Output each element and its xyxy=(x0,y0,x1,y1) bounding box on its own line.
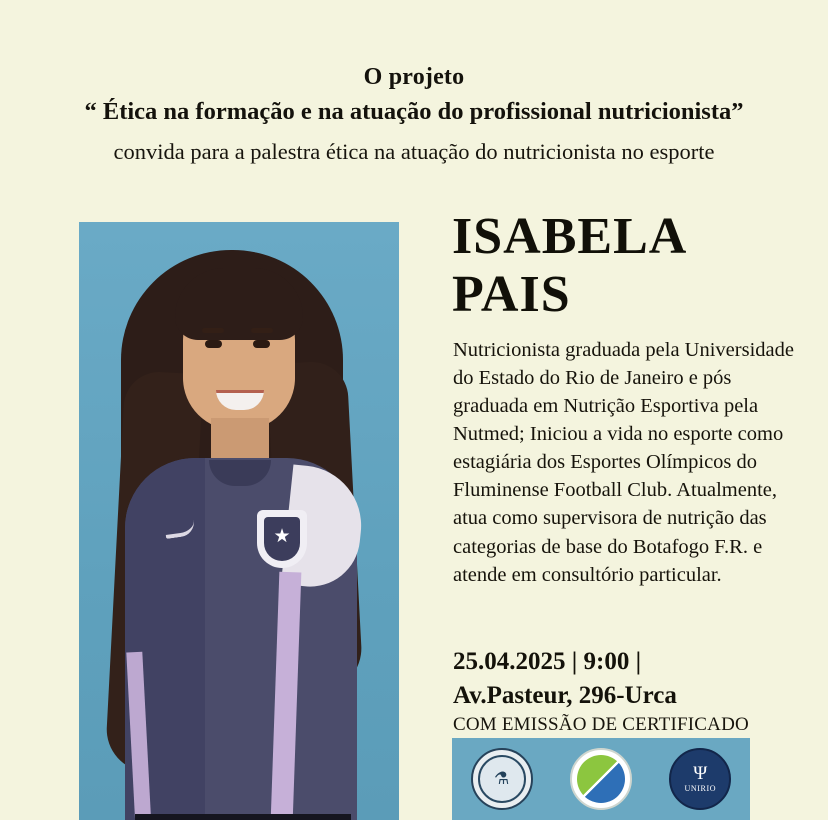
unirio-logo xyxy=(669,748,731,810)
eyebrow-right xyxy=(251,328,273,333)
event-details xyxy=(453,645,803,712)
unirio-mark-icon: Ψ xyxy=(693,763,708,784)
fringe-shape xyxy=(175,268,303,340)
poster-header xyxy=(0,62,828,167)
header-line-3: convida para a palestra ética na atuação do nutricionista no esporte xyxy=(113,138,715,164)
eye-left xyxy=(205,340,222,348)
header-line-2: “ Ética na formação e na atuação do profissional nutricionista” xyxy=(84,97,744,125)
event-location: Av.Pasteur, 296-Urca xyxy=(453,681,677,709)
uerj-seal-icon: ⚗ xyxy=(478,755,526,803)
unirio-label: UNIRIO xyxy=(684,784,717,793)
speaker-bio: Nutricionista graduada pela Universidade do Estado do Rio de Janeiro e pós graduada em Nutrição Esportiva pela Nutmed; Iniciou a vida no esporte como estagiária dos Esportes Olímpicos do Fluminense Football Club. Atualmente, atua como supervisora de nutrição das categorias de base do Botafogo F.R. e atende em consultório particular. xyxy=(453,339,794,586)
crn-emblem-icon xyxy=(577,755,625,803)
speaker-first-name: ISABELA xyxy=(452,208,688,265)
speaker-name xyxy=(452,208,802,324)
speaker-last-name: PAIS xyxy=(452,266,571,324)
logo-bar xyxy=(452,738,750,820)
speaker-photo xyxy=(79,222,399,820)
star-icon: ★ xyxy=(273,526,291,547)
eyebrow-left xyxy=(202,328,224,333)
event-date-time: 25.04.2025 | 9:00 | xyxy=(453,648,642,675)
header-line-1: O projeto xyxy=(363,64,465,90)
crn-logo xyxy=(570,748,632,810)
uerj-logo xyxy=(471,748,533,810)
shorts-shape xyxy=(135,814,351,820)
eye-right xyxy=(253,340,270,348)
certificate-note: COM EMISSÃO DE CERTIFICADO xyxy=(453,714,749,735)
